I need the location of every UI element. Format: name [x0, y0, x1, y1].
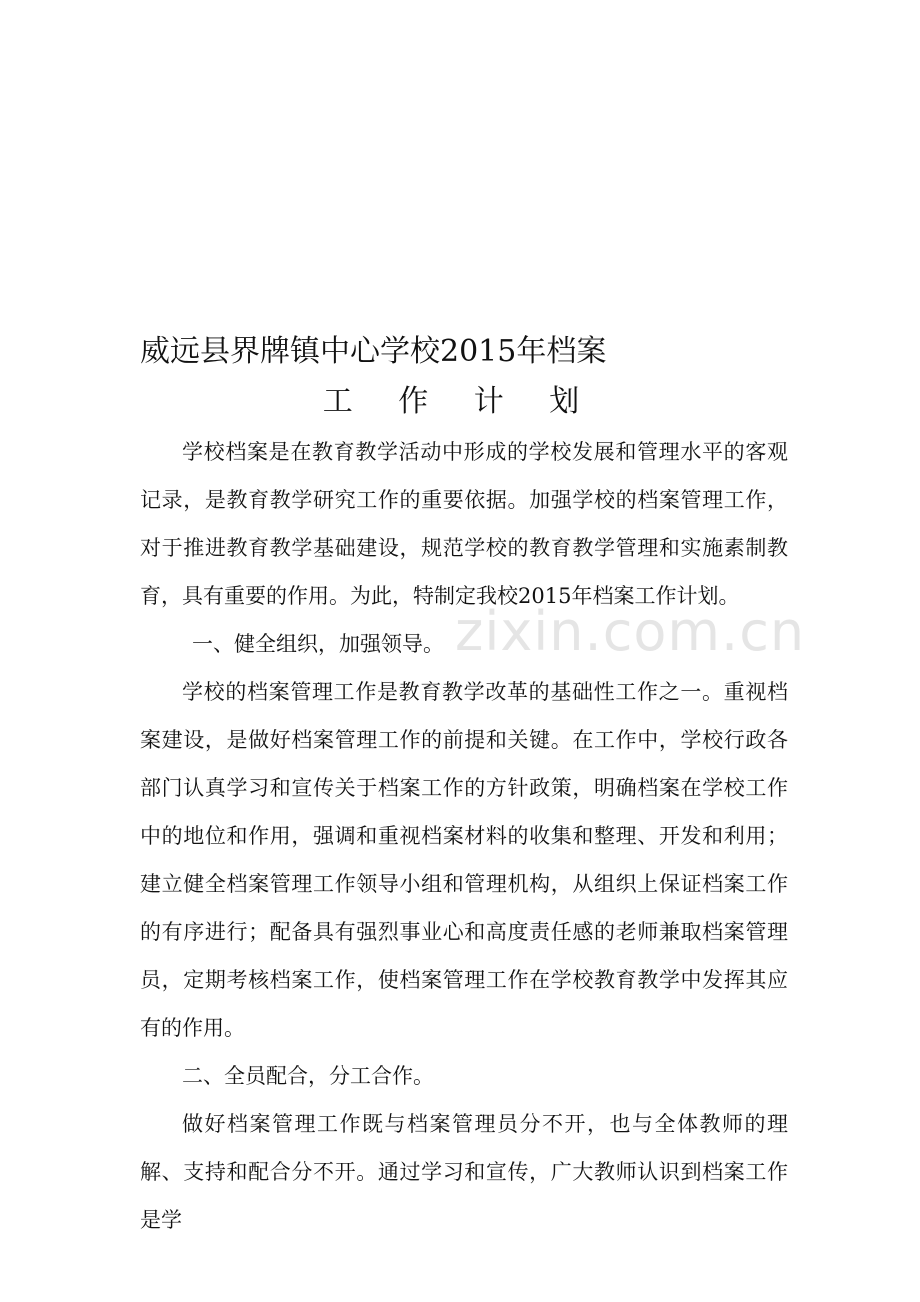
section1-heading: 一、健全组织，加强领导。 — [192, 632, 444, 656]
section2-heading: 二、全员配合，分工合作。 — [182, 1064, 434, 1088]
section1-paragraph: 学校的档案管理工作是教育教学改革的基础性工作之一。重视档案建设，是做好档案管理工作的前提和关键。在工作中，学校行政各部门认真学习和宣传关于档案工作的方针政策，明确档案在学校工作中的地位和作用，强调和重视档案材料的收集和整理、开发和利用；建立健全档案管理工作领导小组和管理机构，从组织上保证档案工作的有序进行；配备具有强烈事业心和高度责任感的老师兼取档案管理员，定期考核档案工作，使档案管理工作在学校教育教学中发挥其应有的作用。 — [140, 680, 788, 1040]
section2-paragraph: 做好档案管理工作既与档案管理员分不开，也与全体教师的理解、支持和配合分不开。通过学习和宣传，广大教师认识到档案工作是学 — [140, 1112, 788, 1232]
document-body — [140, 428, 788, 1244]
document-title-line1: 威远县界牌镇中心学校2015年档案 — [140, 334, 607, 369]
intro-paragraph: 学校档案是在教育教学活动中形成的学校发展和管理水平的客观记录，是教育教学研究工作的重要依据。加强学校的档案管理工作，对于推进教育教学基础建设，规范学校的教育教学管理和实施素制教育，具有重要的作用。为此，特制定我校2015年档案工作计划。 — [140, 440, 788, 608]
watermark: zixin.com.cn — [455, 600, 806, 663]
document-title-line2: 工 作 计 划 — [322, 384, 598, 419]
